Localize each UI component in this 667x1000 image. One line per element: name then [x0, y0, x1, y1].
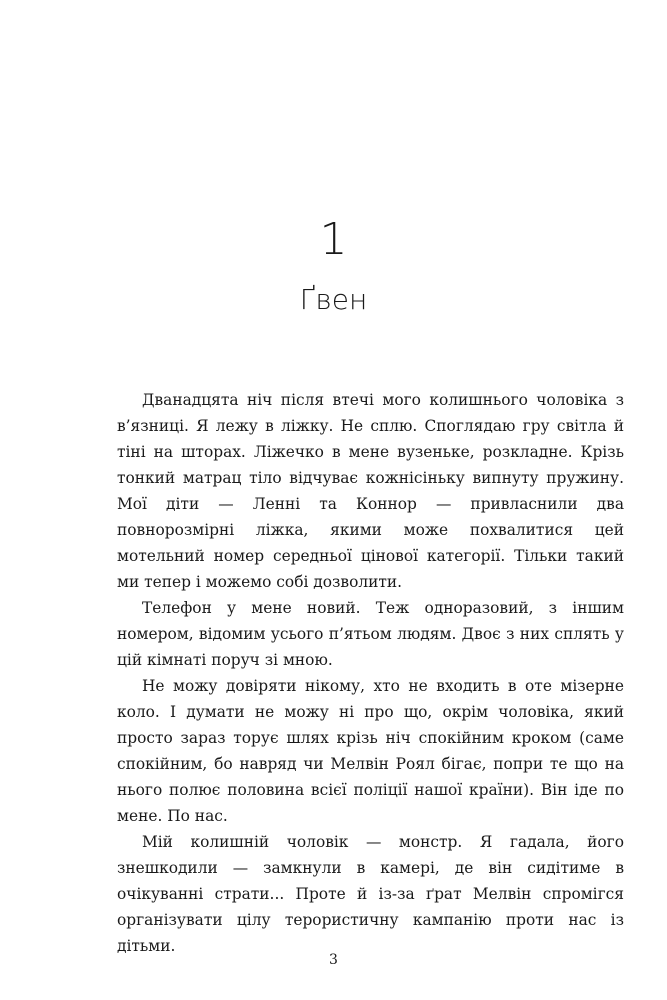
- paragraph: Мій колишній чоловік — монстр. Я гадала, його знешкодили — замкнули в камері, де він сидітиме в очікуванні страти... Проте й із-за ґрат Мелвін спромігся організувати цілу терористичну кампанію проти нас із дітьми.: [117, 833, 624, 955]
- paragraph: Не можу довіряти нікому, хто не входить в оте мізерне коло. І думати не можу ні про що, окрім чоловіка, який просто зараз торує шлях крізь ніч спокійним кроком (саме спокійним, бо навряд чи Мелвін Роял бігає, попри те що на нього полює половина всієї поліції нашої країни). Він іде по мене. По нас.: [117, 677, 624, 825]
- paragraph: Дванадцята ніч після втечі мого колишнього чоловіка з в’язниці. Я лежу в ліжку. Не сплю. Споглядаю гру світла й тіні на шторах. Ліжечко в мене вузеньке, розкладне. Крізь тонкий матрац тіло відчуває кожнісіньку випнуту пружину. Мої діти — Ленні та Коннор — привласнили два повнорозмірні ліжка, якими може похвалитися цей мотельний номер середньої цінової категорії. Тільки такий ми тепер і можемо собі дозволити.: [117, 391, 624, 591]
- paragraph: Телефон у мене новий. Теж одноразовий, з іншим номером, відомим усього п’ятьом людям. Двоє з них сплять у цій кімнаті поруч зі мною.: [117, 599, 624, 669]
- chapter-number: 1: [319, 214, 348, 265]
- chapter-body: [117, 387, 624, 959]
- page-number: 3: [329, 952, 338, 968]
- chapter-title: Ґвен: [299, 283, 368, 316]
